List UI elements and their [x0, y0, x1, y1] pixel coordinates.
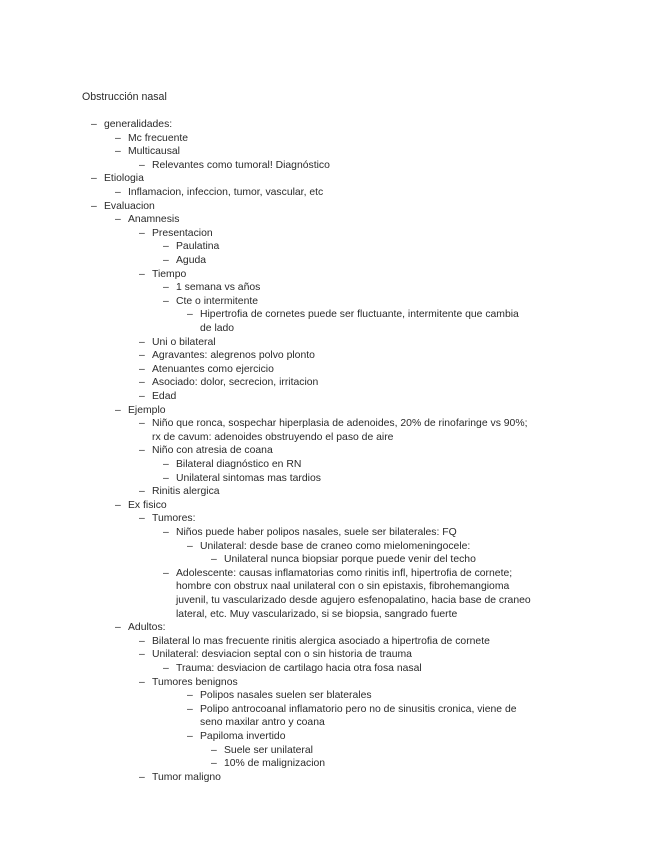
bullet-dash: – [163, 459, 169, 470]
bullet-dash: – [115, 622, 121, 634]
bullet-dash: – [139, 350, 145, 362]
list-item [0, 376, 655, 390]
bullet-dash: – [139, 635, 145, 647]
list-item [0, 744, 655, 758]
list-item-text: Unilateral: desviacion septal con o sin historia de trauma [152, 649, 412, 661]
bullet-dash: – [139, 336, 145, 348]
bullet-dash: – [139, 227, 145, 239]
bullet-dash: – [187, 309, 193, 321]
list-item [0, 404, 655, 418]
list-item-text: Etiologia [104, 173, 144, 185]
list-item [0, 295, 655, 309]
bullet-dash: – [139, 391, 145, 402]
bullet-dash: – [187, 731, 193, 742]
list-item-text: Anamnesis [128, 214, 180, 226]
bullet-dash: – [115, 146, 121, 158]
bullet-dash: – [139, 486, 145, 498]
list-item [0, 308, 655, 322]
bullet-dash: – [139, 363, 145, 375]
list-item-text: Asociado: dolor, secrecion, irritacion [152, 377, 319, 389]
list-item-text: Multicausal [128, 146, 180, 158]
bullet-dash: – [139, 377, 145, 389]
bullet-dash: – [91, 173, 97, 185]
list-item-text: Agravantes: alegrenos polvo plonto [152, 350, 315, 362]
list-item-text: Aguda [176, 255, 207, 266]
list-item [0, 553, 655, 567]
list-item-text: Papiloma invertido [200, 731, 286, 742]
list-item [0, 662, 655, 676]
bullet-dash: – [91, 119, 97, 130]
list-item [0, 281, 655, 295]
list-item-text: Tumores benignos [152, 676, 238, 688]
bullet-dash: – [139, 268, 145, 280]
bullet-dash: – [139, 159, 145, 171]
bullet-dash: – [139, 649, 145, 661]
bullet-dash: – [139, 513, 145, 525]
list-item-text: Ejemplo [128, 404, 166, 416]
list-item [0, 213, 655, 227]
list-item-text: Evaluacion [104, 200, 155, 212]
list-item [0, 172, 655, 186]
list-item [0, 499, 655, 513]
list-item-continuation [0, 594, 655, 608]
list-item [0, 757, 655, 771]
list-item [0, 540, 655, 554]
list-item-text: Trauma: desviacion de cartilago hacia otra fosa nasal [176, 663, 422, 674]
list-item-text: Hipertrofia de cornetes puede ser fluctuante, intermitente que cambia [200, 309, 519, 321]
list-item [0, 567, 655, 581]
list-item [0, 336, 655, 350]
bullet-dash: – [163, 472, 169, 484]
list-item-continuation [0, 431, 655, 445]
list-item [0, 417, 655, 431]
list-item-text: Niños puede haber polipos nasales, suele ser bilaterales: FQ [176, 527, 457, 538]
bullet-dash: – [115, 132, 121, 144]
bullet-dash: – [211, 744, 217, 756]
list-item-text: Polipos nasales suelen ser blaterales [200, 690, 372, 702]
list-item-text: Adolescente: causas inflamatorias como rinitis infl, hipertrofia de cornete; [176, 567, 513, 579]
bullet-dash: – [211, 758, 217, 770]
list-item [0, 132, 655, 146]
list-item-text: seno maxilar antro y coana [200, 717, 325, 729]
list-item [0, 635, 655, 649]
list-item-text: Bilateral lo mas frecuente rinitis alergica asociado a hipertrofia de cornete [152, 635, 490, 647]
list-item-text: de lado [200, 323, 235, 334]
bullet-dash: – [163, 282, 169, 294]
list-item-text: Atenuantes como ejercicio [152, 363, 274, 375]
list-item-text: Paulatina [176, 241, 220, 253]
list-item [0, 472, 655, 486]
list-item-text: 1 semana vs años [176, 282, 261, 294]
list-item-text: Rinitis alergica [152, 486, 220, 498]
list-item [0, 240, 655, 254]
bullet-dash: – [115, 404, 121, 416]
list-item [0, 621, 655, 635]
bullet-dash: – [163, 527, 169, 538]
list-item [0, 444, 655, 458]
list-item-text: Tumor maligno [152, 771, 221, 783]
list-item-text: Mc frecuente [128, 132, 189, 144]
list-item-text: Tumores: [152, 513, 196, 525]
list-item-text: Niño que ronca, sospechar hiperplasia de adenoides, 20% de rinofaringe vs 90%; [152, 418, 528, 430]
list-item-text: Inflamacion, infeccion, tumor, vascular, etc [128, 187, 324, 198]
list-item [0, 458, 655, 472]
list-item [0, 268, 655, 282]
list-item [0, 676, 655, 690]
list-item-text: Unilateral: desde base de craneo como mielomeningocele: [200, 540, 471, 552]
bullet-dash: – [187, 540, 193, 552]
list-item-continuation [0, 322, 655, 336]
list-item-text: Polipo antrocoanal inflamatorio pero no de sinusitis cronica, viene de [200, 703, 517, 715]
list-item [0, 526, 655, 540]
list-item [0, 363, 655, 377]
list-item-text: juvenil, tu vascularizado desde agujero esfenopalatino, hacia base de craneo [176, 595, 531, 606]
list-item-text: hombre con obstrux naal unilateral con o sin epistaxis, fibrohemangioma [176, 581, 510, 593]
bullet-dash: – [139, 418, 145, 430]
bullet-dash: – [91, 200, 97, 212]
list-item-text: 10% de malignizacion [224, 758, 326, 770]
list-item-text: Unilateral nunca biopsiar porque puede venir del techo [224, 554, 476, 566]
bullet-dash: – [115, 214, 121, 226]
list-item [0, 118, 655, 132]
list-item [0, 689, 655, 703]
bullet-dash: – [187, 690, 193, 702]
list-item-text: Bilateral diagnóstico en RN [176, 459, 302, 470]
list-item-text: Edad [152, 391, 177, 402]
list-item-text: Presentacion [152, 227, 213, 239]
list-item-text: Niño con atresia de coana [152, 445, 273, 457]
list-item [0, 703, 655, 717]
list-item [0, 186, 655, 200]
bullet-dash: – [115, 187, 121, 198]
list-item-text: Tiempo [152, 268, 187, 280]
list-item [0, 349, 655, 363]
list-item [0, 390, 655, 404]
list-item [0, 227, 655, 241]
list-item [0, 159, 655, 173]
list-item [0, 730, 655, 744]
list-item [0, 648, 655, 662]
bullet-dash: – [187, 703, 193, 715]
list-item-text: Adultos: [128, 622, 166, 634]
bullet-dash: – [163, 663, 169, 674]
list-item [0, 485, 655, 499]
list-item-text: Cte o intermitente [176, 295, 259, 307]
list-item-text: rx de cavum: adenoides obstruyendo el paso de aire [152, 431, 394, 443]
list-item-text: Suele ser unilateral [224, 744, 313, 756]
list-item [0, 145, 655, 159]
bullet-dash: – [115, 499, 121, 511]
bullet-dash: – [211, 554, 217, 566]
bullet-dash: – [163, 241, 169, 253]
bullet-dash: – [139, 676, 145, 688]
bullet-dash: – [163, 255, 169, 266]
list-item-continuation [0, 716, 655, 730]
list-item [0, 200, 655, 214]
list-item-text: Uni o bilateral [152, 336, 216, 348]
page-title: Obstrucción nasal [82, 91, 167, 103]
bullet-dash: – [139, 445, 145, 457]
list-item-continuation [0, 580, 655, 594]
list-item-text: Relevantes como tumoral! Diagnóstico [152, 159, 330, 171]
list-item-text: lateral, etc. Muy vascularizado, si se biopsia, sangrado fuerte [176, 608, 458, 620]
list-item-text: Unilateral sintomas mas tardios [176, 472, 321, 484]
list-item [0, 254, 655, 268]
list-item-text: generalidades: [104, 119, 173, 130]
bullet-dash: – [139, 771, 145, 783]
list-item [0, 771, 655, 785]
list-item-text: Ex fisico [128, 499, 167, 511]
list-item-continuation [0, 608, 655, 622]
bullet-dash: – [163, 567, 169, 579]
list-item [0, 512, 655, 526]
bullet-dash: – [163, 295, 169, 307]
